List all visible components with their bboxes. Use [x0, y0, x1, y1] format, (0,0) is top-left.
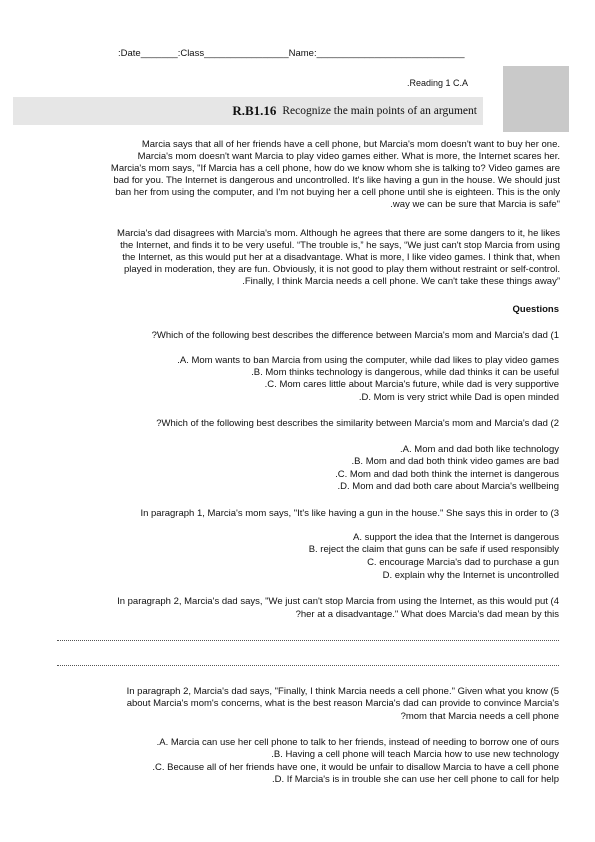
question-1-option-c: .C. Mom cares little about Marcia's future, while dad is very supportive [264, 379, 559, 390]
paragraph-line: Marcia says that all of her friends have a cell phone, but Marcia's mom doesn't want to buy her one. [141, 139, 560, 150]
title-bar [13, 97, 483, 125]
answer-line-2[interactable] [57, 665, 559, 666]
question-3-option-c: C. encourage Marcia's dad to purchase a gun [367, 557, 559, 568]
question-3-option-a: A. support the idea that the Internet is dangerous [353, 532, 559, 543]
paragraph-line: the Internet, as this would put her at a disadvantage. What is more, I like video games. I think that, when [122, 252, 560, 263]
question-1-option-b: .B. Mom thinks technology is dangerous, while dad thinks it can be useful [251, 367, 559, 378]
paragraph-line: played in moderation, they are fun. Obviously, it is not good to play them without restraint or self-control. [124, 264, 560, 275]
question-5-option-a: .A. Marcia can use her cell phone to talk to her friends, instead of needing to borrow one of ours [156, 737, 559, 748]
question-3-option-b: B. reject the claim that guns can be safe if used responsibly [308, 544, 559, 555]
question-2-option-a: .A. Mom and dad both like technology [400, 444, 559, 455]
paragraph-line: Marcia's mom says, "If Marcia has a cell phone, how do we know whom she is talking to? Video games are [110, 163, 560, 174]
question-4-stem-line-2: ?her at a disadvantage." What does Marcia's dad mean by this [295, 609, 559, 620]
question-5-option-b: .B. Having a cell phone will teach Marcia how to use new technology [271, 749, 559, 760]
question-2-stem: ?Which of the following best describes the similarity between Marcia's mom and Marcia's dad (2 [156, 418, 559, 429]
question-5-option-d: .D. If Marcia's is in trouble she can use her cell phone to call for help [272, 774, 559, 785]
question-1-option-a: .A. Mom wants to ban Marcia from using the computer, while dad likes to play video games [177, 355, 559, 366]
paragraph-line: Marcia's mom doesn't want Marcia to play video games either. What is more, the Internet scares her. [137, 151, 560, 162]
question-3-option-d: D. explain why the Internet is uncontrolled [382, 570, 559, 581]
question-5-stem-line-2: about Marcia's mom's concerns, what is the best reason Marcia's dad can provide to convince Marcia's [126, 698, 559, 709]
paragraph-line: ban her from using the computer, and I'm not buying her a cell phone until she is eighteen. This is the only [115, 187, 560, 198]
question-2-option-d: .D. Mom and dad both care about Marcia's wellbeing [337, 481, 559, 492]
question-4-stem-line-1: In paragraph 2, Marcia's dad says, "We just can't stop Marcia from using the Internet, as this would put (4 [117, 596, 559, 607]
question-5-stem-line-3: ?mom that Marcia needs a cell phone [400, 711, 559, 722]
paragraph-line: Marcia's dad disagrees with Marcia's mom. Although he agrees that there are some dangers to it, he likes [117, 228, 560, 239]
reading-subtitle: .Reading 1 C.A [407, 78, 469, 88]
header-fields-line: :Date_______:Class________________Name:____________________________ [118, 48, 465, 59]
question-1-option-d: .D. Mom is very strict while Dad is open minded [358, 392, 559, 403]
answer-line-1[interactable] [57, 640, 559, 641]
paragraph-line: bad for you. The Internet is dangerous and uncontrolled. It's like having a gun in the house. We should just [113, 175, 560, 186]
questions-heading: Questions [512, 304, 559, 315]
question-5-option-c: .C. Because all of her friends have one, it would be unfair to disallow Marcia to have a cell phone [152, 762, 559, 773]
question-3-stem: In paragraph 1, Marcia's mom says, "It's like having a gun in the house." She says this in order to (3 [140, 508, 559, 519]
question-2-option-c: .C. Mom and dad both think the internet is dangerous [335, 469, 559, 480]
question-5-stem-line-1: In paragraph 2, Marcia's dad says, "Finally, I think Marcia needs a cell phone." Given what you know (5 [126, 686, 559, 697]
question-2-option-b: .B. Mom and dad both think video games are bad [351, 456, 559, 467]
passage-paragraph-1 [30, 139, 560, 211]
passage-paragraph-2 [30, 228, 560, 288]
question-1-stem: ?Which of the following best describes the difference between Marcia's mom and Marcia's dad (1 [151, 330, 559, 341]
paragraph-line: the Internet, and finds it to be very useful. “The trouble is,” he says, “We just can't stop Marcia from using [120, 240, 560, 251]
title-text: Recognize the main points of an argument [282, 105, 477, 117]
standard-code: R.B1.16 [232, 103, 277, 118]
score-box [503, 66, 569, 132]
paragraph-line: .way we can be sure that Marcia is safe" [390, 199, 560, 210]
paragraph-line: .Finally, I think Marcia needs a cell phone. We can't take these things away” [242, 276, 560, 287]
